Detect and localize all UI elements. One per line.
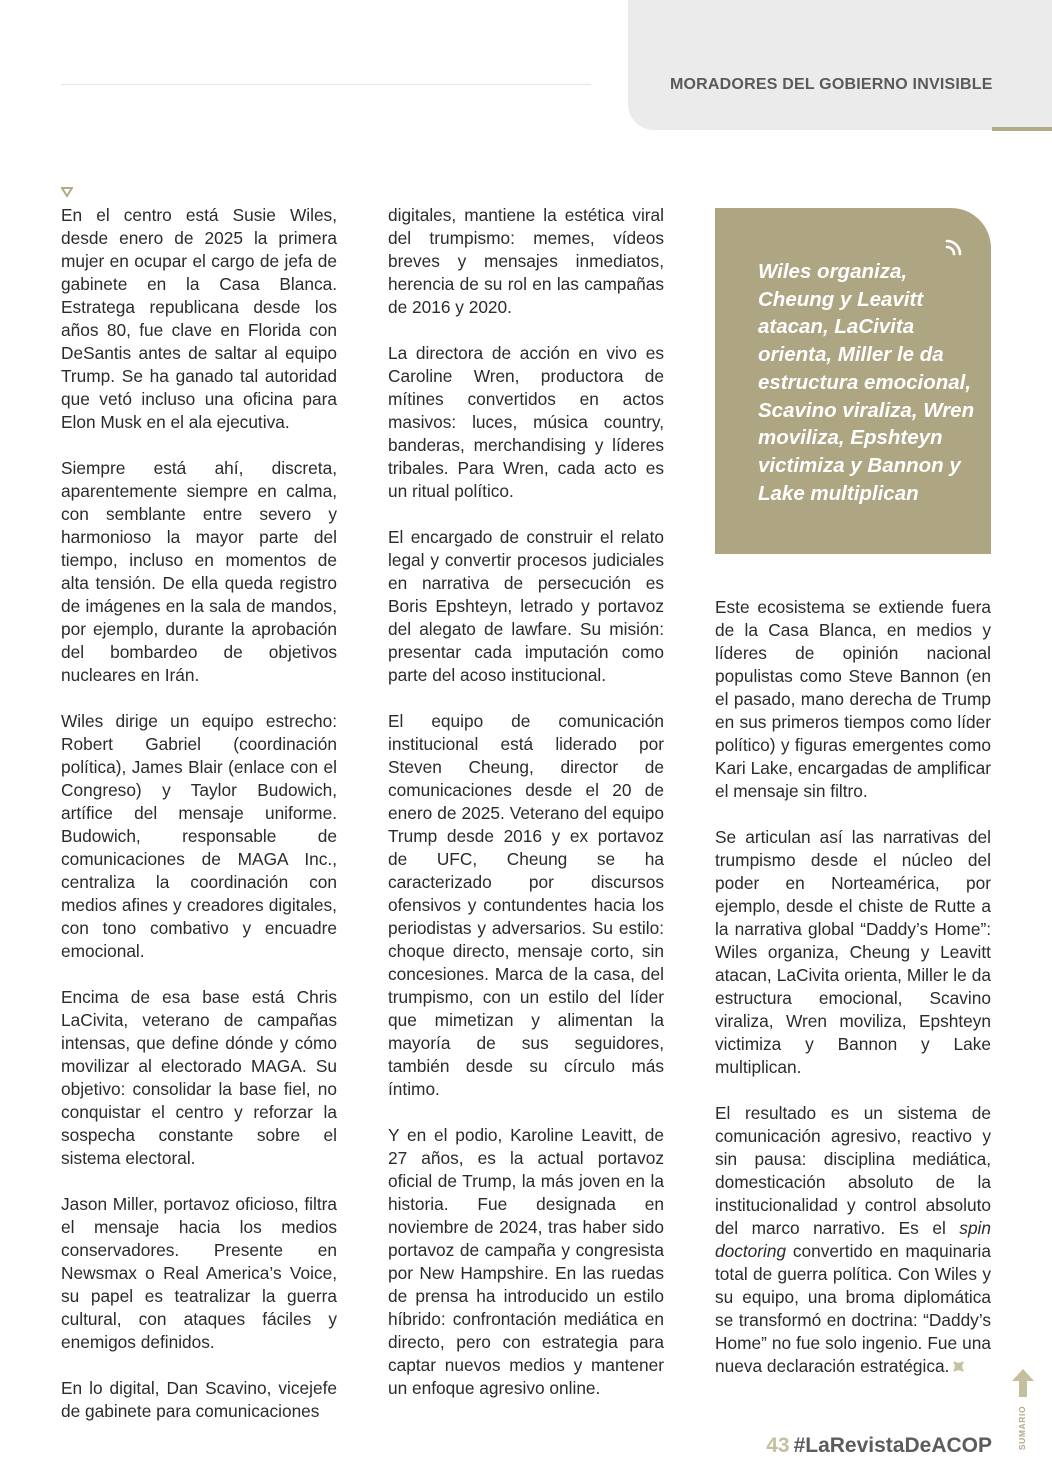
paragraph [715, 1102, 991, 1378]
arrow-up-icon[interactable] [1010, 1368, 1036, 1398]
sumario-link[interactable] [1013, 1398, 1031, 1458]
paragraph: Se articulan así las narrativas del trumpismo desde el núcleo del poder en Norteamérica, por ejemplo, desde el chiste de Rutte a la narrativa global “Daddy’s Home”: Wiles organiza, Cheung y Leavitt atacan, LaCivita orienta, Miller le da estructura emocional, Scavino viraliza, Wren moviliza, Epshteyn victimiza y Bannon y Lake multiplican. [715, 827, 991, 1077]
page-number: 43 [766, 1434, 790, 1457]
paragraph: Encima de esa base está Chris LaCivita, veterano de campañas intensas, que define dónde y cómo movilizar al electorado MAGA. Su objetivo: consolidar la base fiel, no conquistar el centro y reforzar la sospecha constante sobre el sistema electoral. [61, 987, 337, 1168]
paragraph: El equipo de comunicación institucional está liderado por Steven Cheung, director de comunicaciones desde el 20 de enero de 2025. Veterano del equipo Trump desde 2016 y ex portavoz de UFC, Cheung se ha caracterizado por discursos ofensivos y contundentes hacia los periodistas y adversarios. Su estilo: choque directo, mensaje corto, sin concesiones. Marca de la casa, del trumpismo, con un estilo del líder que mimetizan y alimentan la mayoría de sus seguidores, también desde su círculo más íntimo. [388, 711, 664, 1099]
paragraph: La directora de acción en vivo es Caroline Wren, productora de mítines convertidos en actos masivos: luces, música country, banderas, merchandising y líderes tribales. Para Wren, cada acto es un ritual político. [388, 343, 664, 501]
italic-term: spin doctoring [715, 1218, 991, 1261]
article-column-1 [61, 204, 337, 1446]
paragraph: Este ecosistema se extiende fuera de la Casa Blanca, en medios y líderes de opinión nacional populistas como Steve Bannon (en el pasado, mano derecha de Trump en sus primeros tiempos como líder político) y figuras emergentes como Kari Lake, encargadas de amplificar el mensaje sin filtro. [715, 597, 991, 801]
page-footer [766, 1434, 992, 1458]
article-column-2 [388, 204, 664, 1423]
footer-hashtag: #LaRevistaDeACOP [793, 1434, 992, 1457]
paragraph: El encargado de construir el relato legal y convertir procesos judiciales en narrativa de persecución es Boris Epshteyn, letrado y portavoz del alegato de lawfare. Su misión: presentar cada imputación como parte del acoso institucional. [388, 527, 664, 685]
article-column-3 [715, 596, 991, 1401]
top-divider [61, 84, 591, 85]
end-mark-icon [952, 1360, 965, 1373]
paragraph: En el centro está Susie Wiles, desde enero de 2025 la primera mujer en ocupar el cargo de jefa de gabinete en la Casa Blanca. Estratega republicana desde los años 80, fue clave en Florida con DeSantis antes de saltar al equipo Trump. Se ha ganado tal autoridad que vetó incluso una oficina para Elon Musk en el ala ejecutiva. [61, 205, 337, 432]
paragraph: En lo digital, Dan Scavino, vicejefe de gabinete para comunicaciones [61, 1378, 337, 1421]
text-run: El resultado es un sistema de comunicación agresivo, reactivo y sin pausa: disciplina mediática, domesticación absoluto de la institucionalidad y control absoluto del marco narrativo. Es el [715, 1103, 991, 1238]
header-accent-bar [992, 127, 1052, 131]
paragraph: Siempre está ahí, discreta, aparentemente siempre en calma, con semblante entre severo y harmonioso la mayor parte del tiempo, incluso en momentos de alta tensión. De ella queda registro de imágenes en la sala de mandos, por ejemplo, durante la aprobación del bombardeo de objetivos nucleares en Irán. [61, 458, 337, 685]
paragraph: Y en el podio, Karoline Leavitt, de 27 años, es la actual portavoz oficial de Trump, la más joven en la historia. Fue designada en noviembre de 2024, tras haber sido portavoz de campaña y congresista por New Hampshire. En las ruedas de prensa ha introducido un estilo híbrido: confrontación mediática en directo, pero con estrategia para captar nuevos medios y mantener un enfoque agresivo online. [388, 1125, 664, 1398]
sumario-label: SUMARIO [1017, 1405, 1027, 1451]
pullquote-text: Wiles organiza, Cheung y Leavitt atacan, LaCivita orienta, Miller le da estructura emocional, Scavino viraliza, Wren moviliza, Epshteyn victimiza y Bannon y Lake multiplican [758, 260, 975, 505]
paragraph: Wiles dirige un equipo estrecho: Robert Gabriel (coordinación política), James Blair (enlace con el Congreso) y Taylor Budowich, artífice del mensaje uniforme. Budowich, responsable de comunicaciones de MAGA Inc., centraliza la coordinación con medios afines y creadores digitales, con tono combativo y encuadre emocional. [61, 711, 337, 961]
quote-arcs-icon [943, 232, 969, 258]
section-title: MORADORES DEL GOBIERNO INVISIBLE [670, 76, 993, 93]
section-header [628, 0, 1052, 130]
triangle-down-icon [61, 186, 73, 198]
pullquote-box [715, 208, 991, 554]
paragraph: digitales, mantiene la estética viral del trumpismo: memes, vídeos breves y mensajes inmediatos, herencia de su rol en las campañas de 2016 y 2020. [388, 205, 664, 317]
text-run: convertido en maquinaria total de guerra política. Con Wiles y su equipo, una broma diplomática se transformó en doctrina: “Daddy’s Home” no fue solo ingenio. Fue una nueva declaración estratégica. [715, 1241, 991, 1376]
paragraph: Jason Miller, portavoz oficioso, filtra el mensaje hacia los medios conservadores. Presente en Newsmax o Real America’s Voice, su papel es teatralizar la guerra cultural, con ataques fáciles y enemigos definidos. [61, 1194, 337, 1352]
